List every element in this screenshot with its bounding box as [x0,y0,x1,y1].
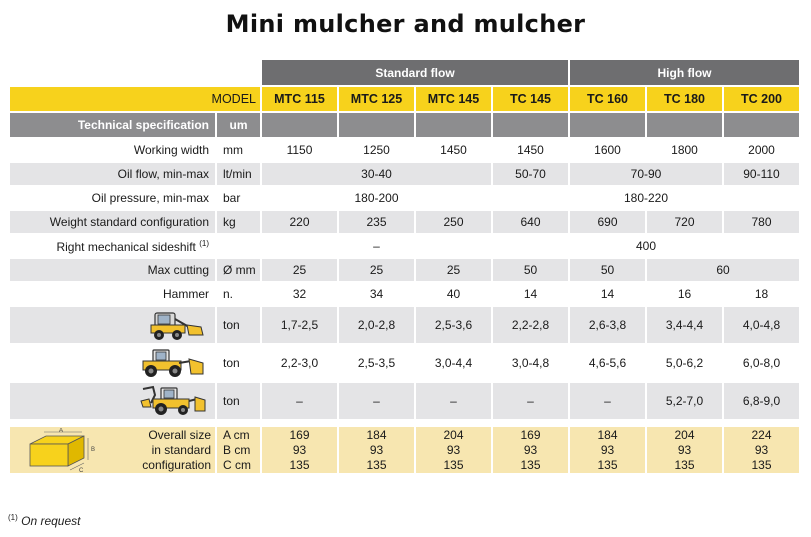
model-row [10,87,799,111]
model-label: MODEL [10,87,260,111]
row-unit: ton [217,345,260,381]
oil-flow-row [10,163,799,185]
value-cell: 1800 [647,139,722,161]
value-cell: 1600 [570,139,645,161]
oil-pressure-row [10,187,799,209]
backhoe-loader-row [10,383,799,419]
value-cell: 180-220 [493,187,799,209]
flow-group-row [10,60,799,85]
row-unit: mm [217,139,260,161]
value-cell: 18 [724,283,799,305]
value-cell: 1150 [262,139,337,161]
row-unit: ton [217,307,260,343]
svg-text:C: C [79,468,84,472]
svg-text:B: B [91,447,96,453]
row-unit: lt/min [217,163,260,185]
tech-spec-header-row [10,113,799,137]
value-cell: 4,0-4,8 [724,307,799,343]
hammer-row [10,283,799,305]
dims-cell: 204 93 135 [416,427,491,473]
value-cell: 25 [262,259,337,281]
value-cell: 32 [262,283,337,305]
value-cell: 2,2-2,8 [493,307,568,343]
value-cell: 235 [339,211,414,233]
row-label: Working width [10,139,215,161]
model-cell: MTC 115 [262,87,337,111]
value-cell: 4,6-5,6 [570,345,645,381]
value-cell: 3,0-4,4 [416,345,491,381]
wheel-loader-row [10,345,799,381]
value-cell: – [416,383,491,419]
value-cell: 180-200 [262,187,491,209]
value-cell: 2,6-3,8 [570,307,645,343]
model-cell: TC 200 [724,87,799,111]
value-cell: 6,0-8,0 [724,345,799,381]
overall-size-row [10,427,799,473]
dims-cell: 169 93 135 [262,427,337,473]
value-cell: 1,7-2,5 [262,307,337,343]
standard-flow-header: Standard flow [262,60,568,85]
value-cell: 40 [416,283,491,305]
row-unit: kg [217,211,260,233]
value-cell: 5,0-6,2 [647,345,722,381]
dims-cell: 204 93 135 [647,427,722,473]
value-cell: 640 [493,211,568,233]
dims-cell: 224 93 135 [724,427,799,473]
value-cell: 2,0-2,8 [339,307,414,343]
value-cell: 50 [493,259,568,281]
value-cell: 60 [647,259,799,281]
value-cell: 400 [493,235,799,257]
footnote-mark: (1) [8,513,18,522]
model-cell: TC 160 [570,87,645,111]
model-cell: MTC 145 [416,87,491,111]
value-cell: 14 [493,283,568,305]
row-unit [217,235,260,257]
row-label: Weight standard configuration [10,211,215,233]
value-cell: 1250 [339,139,414,161]
skid-steer-loader-icon [145,309,207,341]
dims-cell: 184 93 135 [339,427,414,473]
value-cell: 2,2-3,0 [262,345,337,381]
weight-row [10,211,799,233]
wheel-loader-icon [139,347,207,379]
footnote-text: On request [21,514,81,528]
row-label: Hammer [10,283,215,305]
value-cell: 1450 [493,139,568,161]
value-cell: – [493,383,568,419]
value-cell: 2,5-3,6 [416,307,491,343]
value-cell: – [262,383,337,419]
page-title: Mini mulcher and mulcher [225,10,586,38]
row-label: Oil pressure, min-max [10,187,215,209]
value-cell: 14 [570,283,645,305]
value-cell: 250 [416,211,491,233]
footnote [8,513,81,528]
model-cell: TC 180 [647,87,722,111]
model-cell: TC 145 [493,87,568,111]
row-unit: bar [217,187,260,209]
value-cell: 30-40 [262,163,491,185]
value-cell: 25 [416,259,491,281]
row-unit: A cm B cm C cm [217,427,260,473]
value-cell: 3,4-4,4 [647,307,722,343]
value-cell: 34 [339,283,414,305]
value-cell: 780 [724,211,799,233]
tech-spec-label: Technical specification [10,113,215,137]
value-cell: 220 [262,211,337,233]
value-cell: 1450 [416,139,491,161]
row-label: Oil flow, min-max [10,163,215,185]
row-unit: ton [217,383,260,419]
value-cell: 25 [339,259,414,281]
overall-size-label: Overall size in standard configuration [142,427,211,472]
value-cell: – [339,383,414,419]
value-cell: 50 [570,259,645,281]
skid-steer-row [10,307,799,343]
row-label: Right mechanical sideshift $^{(1)}$ [10,235,215,257]
value-cell: – [262,235,491,257]
value-cell: 3,0-4,8 [493,345,568,381]
value-cell: 690 [570,211,645,233]
high-flow-header: High flow [570,60,799,85]
value-cell: 2000 [724,139,799,161]
value-cell: 50-70 [493,163,568,185]
svg-text:A: A [59,428,64,434]
value-cell: 5,2-7,0 [647,383,722,419]
spec-table [8,58,801,475]
value-cell: 16 [647,283,722,305]
row-label: Max cutting [10,259,215,281]
model-cell: MTC 125 [339,87,414,111]
value-cell: 720 [647,211,722,233]
row-unit: n. [217,283,260,305]
backhoe-loader-icon [139,385,207,417]
working-width-row [10,139,799,161]
value-cell: – [570,383,645,419]
value-cell: 90-110 [724,163,799,185]
value-cell: 2,5-3,5 [339,345,414,381]
value-cell: 6,8-9,0 [724,383,799,419]
dims-cell: 169 93 135 [493,427,568,473]
max-cutting-row [10,259,799,281]
dimension-box-icon [22,428,98,472]
footnote-mark: (1) [199,238,209,248]
dims-cell: 184 93 135 [570,427,645,473]
sideshift-row [10,235,799,257]
um-label: um [217,113,260,137]
value-cell: 70-90 [570,163,722,185]
row-unit: Ø mm [217,259,260,281]
